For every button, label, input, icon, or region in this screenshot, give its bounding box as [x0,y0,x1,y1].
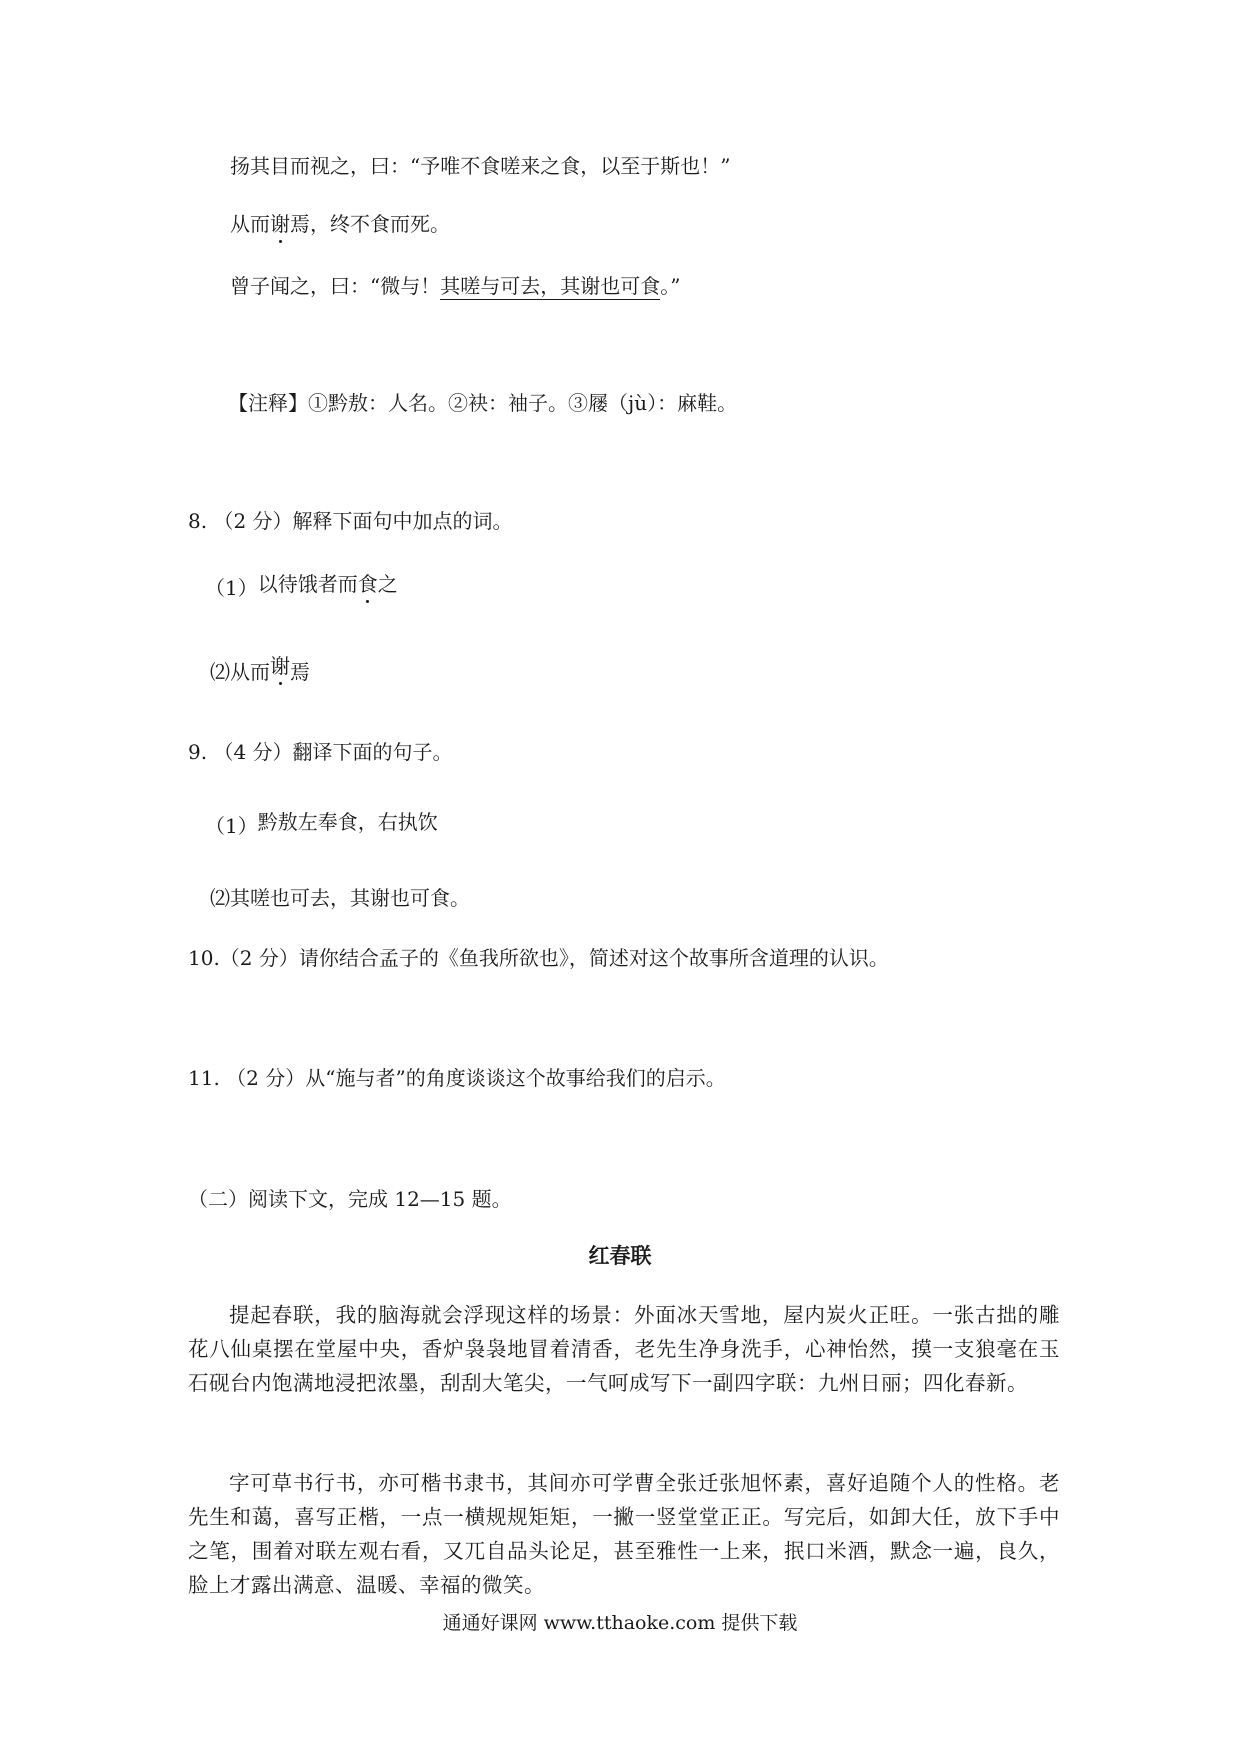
article-paragraph-2: 字可草书行书，亦可楷书隶书，其间亦可学曹全张迁张旭怀素，喜好追随个人的性格。老先生和蔼，喜写正楷，一点一横规规矩矩，一撇一竖堂堂正正。写完后，如卸大任，放下手中之笔，围着对联左观右看，又兀自品头论足，甚至雅性一上来，抿口米酒，默念一遍，良久，脸上才露出满意、温暖、幸福的微笑。 [188,1471,1060,1597]
item-text-post: 之 [377,572,398,596]
passage-line-3 [230,272,680,300]
article-paragraph-1: 提起春联，我的脑海就会浮现这样的场景：外面冰天雪地，屋内炭火正旺。一张古拙的雕花八仙桌摆在堂屋中央，香炉袅袅地冒着清香，老先生净身洗手，心神怡然，摸一支狼毫在玉石砚台内饱满地浸把浓墨，刮刮大笔尖，一气呵成写下一副四字联：九州日丽；四化春新。 [188,1303,1060,1395]
item-text: 黔敖左奉食，右执饮 [257,810,438,834]
emphasis-dot-word: 谢 [270,212,290,236]
question-9-item-1 [205,808,438,836]
item-number: （1） [205,576,258,600]
item-text-post: 焉 [290,660,310,684]
section-2-heading: （二）阅读下文，完成 12—15 题。 [188,1187,512,1211]
question-10: 10.（2 分）请你结合孟子的《鱼我所欲也》，简述对这个故事所含道理的认识。 [188,946,889,970]
passage-line-2-post: 焉，终不食而死。 [290,212,450,236]
item-number: ⑵ [210,660,230,684]
item-text: 其嗟也可去，其谢也可食。 [230,886,470,910]
emphasis-dot-word: 谢 [270,654,290,678]
passage-line-1: 扬其目而视之，曰：“予唯不食嗟来之食，以至于斯也！” [230,154,731,178]
article-title: 红春联 [588,1244,652,1268]
item-number: （1） [205,814,258,838]
passage-line-2 [230,210,450,238]
question-9-item-2 [210,884,470,912]
underlined-sentence: 其嗟与可去，其谢也可食 [440,274,661,298]
question-8-stem: 8. （2 分）解释下面句中加点的词。 [188,509,513,533]
question-11: 11. （2 分）从“施与者”的角度谈谈这个故事给我们的启示。 [188,1066,726,1090]
page-footer: 通通好课网 www.tthaoke.com 提供下载 [442,1612,798,1634]
item-number: ⑵ [210,886,230,910]
question-9-stem: 9. （4 分）翻译下面的句子。 [188,740,453,764]
passage-line-3-post: 。” [660,274,681,298]
question-8-item-2 [210,654,310,686]
item-text-pre: 以待饿者而 [257,572,358,596]
item-text-pre: 从而 [230,660,270,684]
emphasis-dot-word: 食 [357,572,378,596]
question-8-item-1 [205,570,398,598]
passage-line-3-pre: 曾子闻之，曰：“微与！ [230,274,441,298]
passage-line-2-pre: 从而 [230,212,270,236]
annotation-notes: 【注释】①黔敖：人名。②袂：袖子。③屦（jù）：麻鞋。 [228,391,738,415]
